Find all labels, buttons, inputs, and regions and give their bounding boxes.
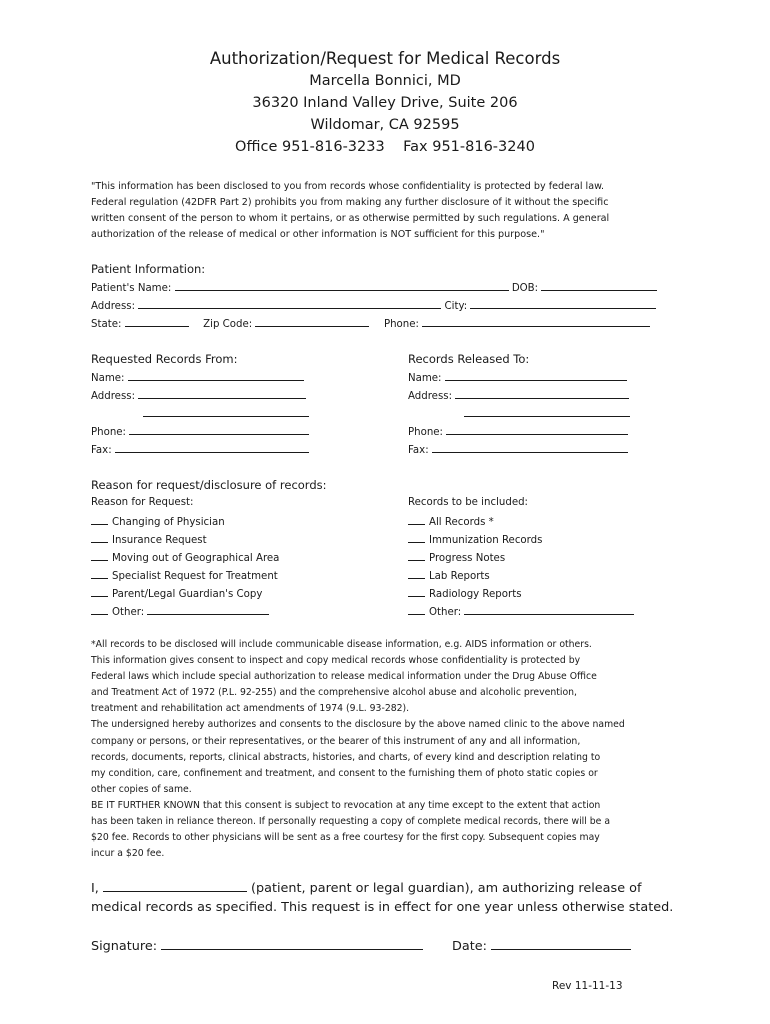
form-header	[0, 48, 770, 158]
form-title: Authorization/Request for Medical Records	[209, 49, 561, 68]
office-address-line2: Wildomar, CA 92595	[310, 117, 460, 133]
from-address-label: Address:	[91, 391, 136, 402]
consent-line: other copies of same.	[91, 783, 192, 795]
consent-line: and Treatment Act of 1972 (P.L. 92-255) and the comprehensive alcohol abuse and alcoholic prevention,	[91, 687, 578, 699]
to-name-label: Name:	[408, 373, 442, 384]
notice-line: Federal regulation (42DFR Part 2) prohibits you from making any further disclosure of it without the specific	[91, 197, 609, 208]
authorizer-name-field[interactable]	[103, 878, 247, 892]
zip-label: Zip Code:	[203, 319, 253, 330]
records-other-field[interactable]	[464, 603, 634, 615]
from-name-row	[91, 369, 304, 387]
to-fax-row	[408, 441, 628, 459]
records-option-line[interactable]	[408, 549, 425, 561]
to-name-row	[408, 369, 627, 387]
records-option	[408, 513, 494, 531]
state-label: State:	[91, 319, 122, 330]
consent-text	[91, 637, 691, 862]
consent-line: incur a $20 fee.	[91, 848, 165, 860]
authorize-line-2: medical records as specified. This request is in effect for one year unless otherwise stated.	[91, 900, 674, 915]
reason-option-label: Changing of Physician	[112, 517, 225, 528]
from-phone-field[interactable]	[129, 423, 309, 435]
office-address-line1: 36320 Inland Valley Drive, Suite 206	[252, 95, 518, 111]
doctor-name: Marcella Bonnici, MD	[309, 73, 461, 89]
signature-field[interactable]	[161, 936, 423, 950]
reason-option-line[interactable]	[91, 603, 108, 615]
reason-option-label: Insurance Request	[112, 535, 207, 546]
patient-state-row	[91, 315, 650, 333]
patient-address-field[interactable]	[138, 297, 441, 309]
consent-line: Federal laws which include special authorization to release medical information under the Drug Abuse Office	[91, 671, 597, 683]
consent-line: has been taken in reliance thereon. If personally requesting a copy of complete medical records, there will be a	[91, 816, 611, 828]
to-phone-row	[408, 423, 628, 441]
records-option-line[interactable]	[408, 531, 425, 543]
from-address-field[interactable]	[138, 387, 306, 399]
from-fax-label: Fax:	[91, 445, 112, 456]
dob-field[interactable]	[541, 279, 657, 291]
revision-label: Rev 11-11-13	[552, 980, 623, 992]
to-fax-label: Fax:	[408, 445, 429, 456]
records-included-heading: Records to be included:	[408, 497, 528, 508]
records-option-label: Progress Notes	[429, 553, 506, 564]
reason-option-line[interactable]	[91, 549, 108, 561]
consent-line: my condition, care, confinement and treatment, and consent to the furnishing them of photo static copies or	[91, 767, 598, 779]
patient-name-label: Patient's Name:	[91, 283, 172, 294]
reason-option-label: Specialist Request for Treatment	[112, 571, 278, 582]
city-field[interactable]	[470, 297, 656, 309]
to-address-label: Address:	[408, 391, 453, 402]
consent-line: treatment and rehabilitation act amendments of 1974 (9.L. 93-282).	[91, 703, 410, 715]
patient-name-row	[91, 279, 657, 297]
reason-option-line[interactable]	[91, 567, 108, 579]
reason-option	[91, 513, 225, 531]
patient-info-title: Patient Information:	[91, 262, 206, 276]
notice-line: authorization of the release of medical or other information is NOT sufficient for this purpose."	[91, 229, 545, 240]
office-phones: Office 951-816-3233 Fax 951-816-3240	[235, 139, 535, 155]
reason-option-label: Moving out of Geographical Area	[112, 553, 280, 564]
records-option	[408, 531, 542, 549]
from-fax-row	[91, 441, 309, 459]
from-name-label: Name:	[91, 373, 125, 384]
confidentiality-notice	[91, 179, 691, 243]
reason-option-label: Other:	[112, 607, 145, 618]
to-phone-label: Phone:	[408, 427, 443, 438]
authorize-line-1	[91, 878, 641, 899]
reason-other-field[interactable]	[147, 603, 269, 615]
consent-line: BE IT FURTHER KNOWN that this consent is subject to revocation at any time except to the extent that action	[91, 799, 601, 811]
authorize-prefix: I,	[91, 881, 99, 896]
phone-label: Phone:	[383, 319, 419, 330]
reason-title: Reason for request/disclosure of records:	[91, 478, 327, 492]
notice-line: "This information has been disclosed to you from records whose confidentiality is protected by federal law.	[91, 181, 605, 192]
to-address-row	[408, 387, 629, 405]
signature-row	[91, 936, 423, 957]
records-option	[408, 549, 505, 567]
date-label: Date:	[452, 939, 487, 954]
records-option-label: Lab Reports	[429, 571, 490, 582]
requested-from-title: Requested Records From:	[91, 352, 238, 366]
reason-option	[91, 567, 278, 585]
patient-address-row	[91, 297, 656, 315]
reason-option-line[interactable]	[91, 585, 108, 597]
patient-name-field[interactable]	[175, 279, 509, 291]
records-option-line[interactable]	[408, 567, 425, 579]
consent-line: The undersigned hereby authorizes and consents to the disclosure by the above named clinic to the above named	[91, 719, 625, 731]
records-option-line[interactable]	[408, 513, 425, 525]
reason-option-label: Parent/Legal Guardian's Copy	[112, 589, 263, 600]
consent-line: $20 fee. Records to other physicians will be sent as a free courtesy for the first copy. Subsequent copies may	[91, 832, 600, 844]
dob-label: DOB:	[511, 283, 539, 294]
patient-address-label: Address:	[91, 301, 136, 312]
notice-line: written consent of the person to whom it pertains, or as otherwise permitted by such regulations. A general	[91, 213, 610, 224]
reason-option-line[interactable]	[91, 513, 108, 525]
reason-option-other	[91, 603, 269, 621]
patient-phone-field[interactable]	[422, 315, 650, 327]
from-phone-label: Phone:	[91, 427, 126, 438]
from-address-line2-row	[143, 405, 309, 423]
released-to-title: Records Released To:	[408, 352, 530, 366]
date-row	[452, 936, 631, 957]
reason-heading: Reason for Request:	[91, 497, 194, 508]
reason-option-line[interactable]	[91, 531, 108, 543]
signature-label: Signature:	[91, 939, 158, 954]
date-field[interactable]	[491, 936, 631, 950]
from-name-field[interactable]	[128, 369, 304, 381]
from-address-line2-field[interactable]	[143, 405, 309, 417]
consent-line: company or persons, or their representatives, or the bearer of this instrument of any and all information,	[91, 735, 581, 747]
from-phone-row	[91, 423, 309, 441]
consent-line: *All records to be disclosed will include communicable disease information, e.g. AIDS information or others.	[91, 639, 592, 650]
reason-option	[91, 585, 262, 603]
state-field[interactable]	[125, 315, 189, 327]
records-option	[408, 567, 490, 585]
from-fax-field[interactable]	[115, 441, 309, 453]
zip-field[interactable]	[255, 315, 369, 327]
consent-line: This information gives consent to inspect and copy medical records whose confidentiality is protected by	[91, 655, 581, 667]
reason-option	[91, 549, 279, 567]
authorize-suffix: (patient, parent or legal guardian), am authorizing release of	[251, 881, 642, 896]
records-option	[408, 585, 522, 603]
records-option-label: Immunization Records	[429, 535, 543, 546]
to-address-line2-row	[464, 405, 630, 423]
records-option-label: All Records *	[429, 517, 494, 528]
to-address-line2-field[interactable]	[464, 405, 630, 417]
to-fax-field[interactable]	[432, 441, 628, 453]
reason-option	[91, 531, 207, 549]
to-name-field[interactable]	[445, 369, 627, 381]
records-option-other	[408, 603, 634, 621]
records-option-label: Radiology Reports	[429, 589, 522, 600]
city-label: City:	[444, 301, 468, 312]
records-option-line[interactable]	[408, 585, 425, 597]
consent-line: records, documents, reports, clinical abstracts, histories, and charts, of every kind and description relating to	[91, 751, 601, 763]
to-address-field[interactable]	[455, 387, 629, 399]
to-phone-field[interactable]	[446, 423, 628, 435]
records-option-label: Other:	[429, 607, 462, 618]
from-address-row	[91, 387, 306, 405]
records-option-line[interactable]	[408, 603, 425, 615]
